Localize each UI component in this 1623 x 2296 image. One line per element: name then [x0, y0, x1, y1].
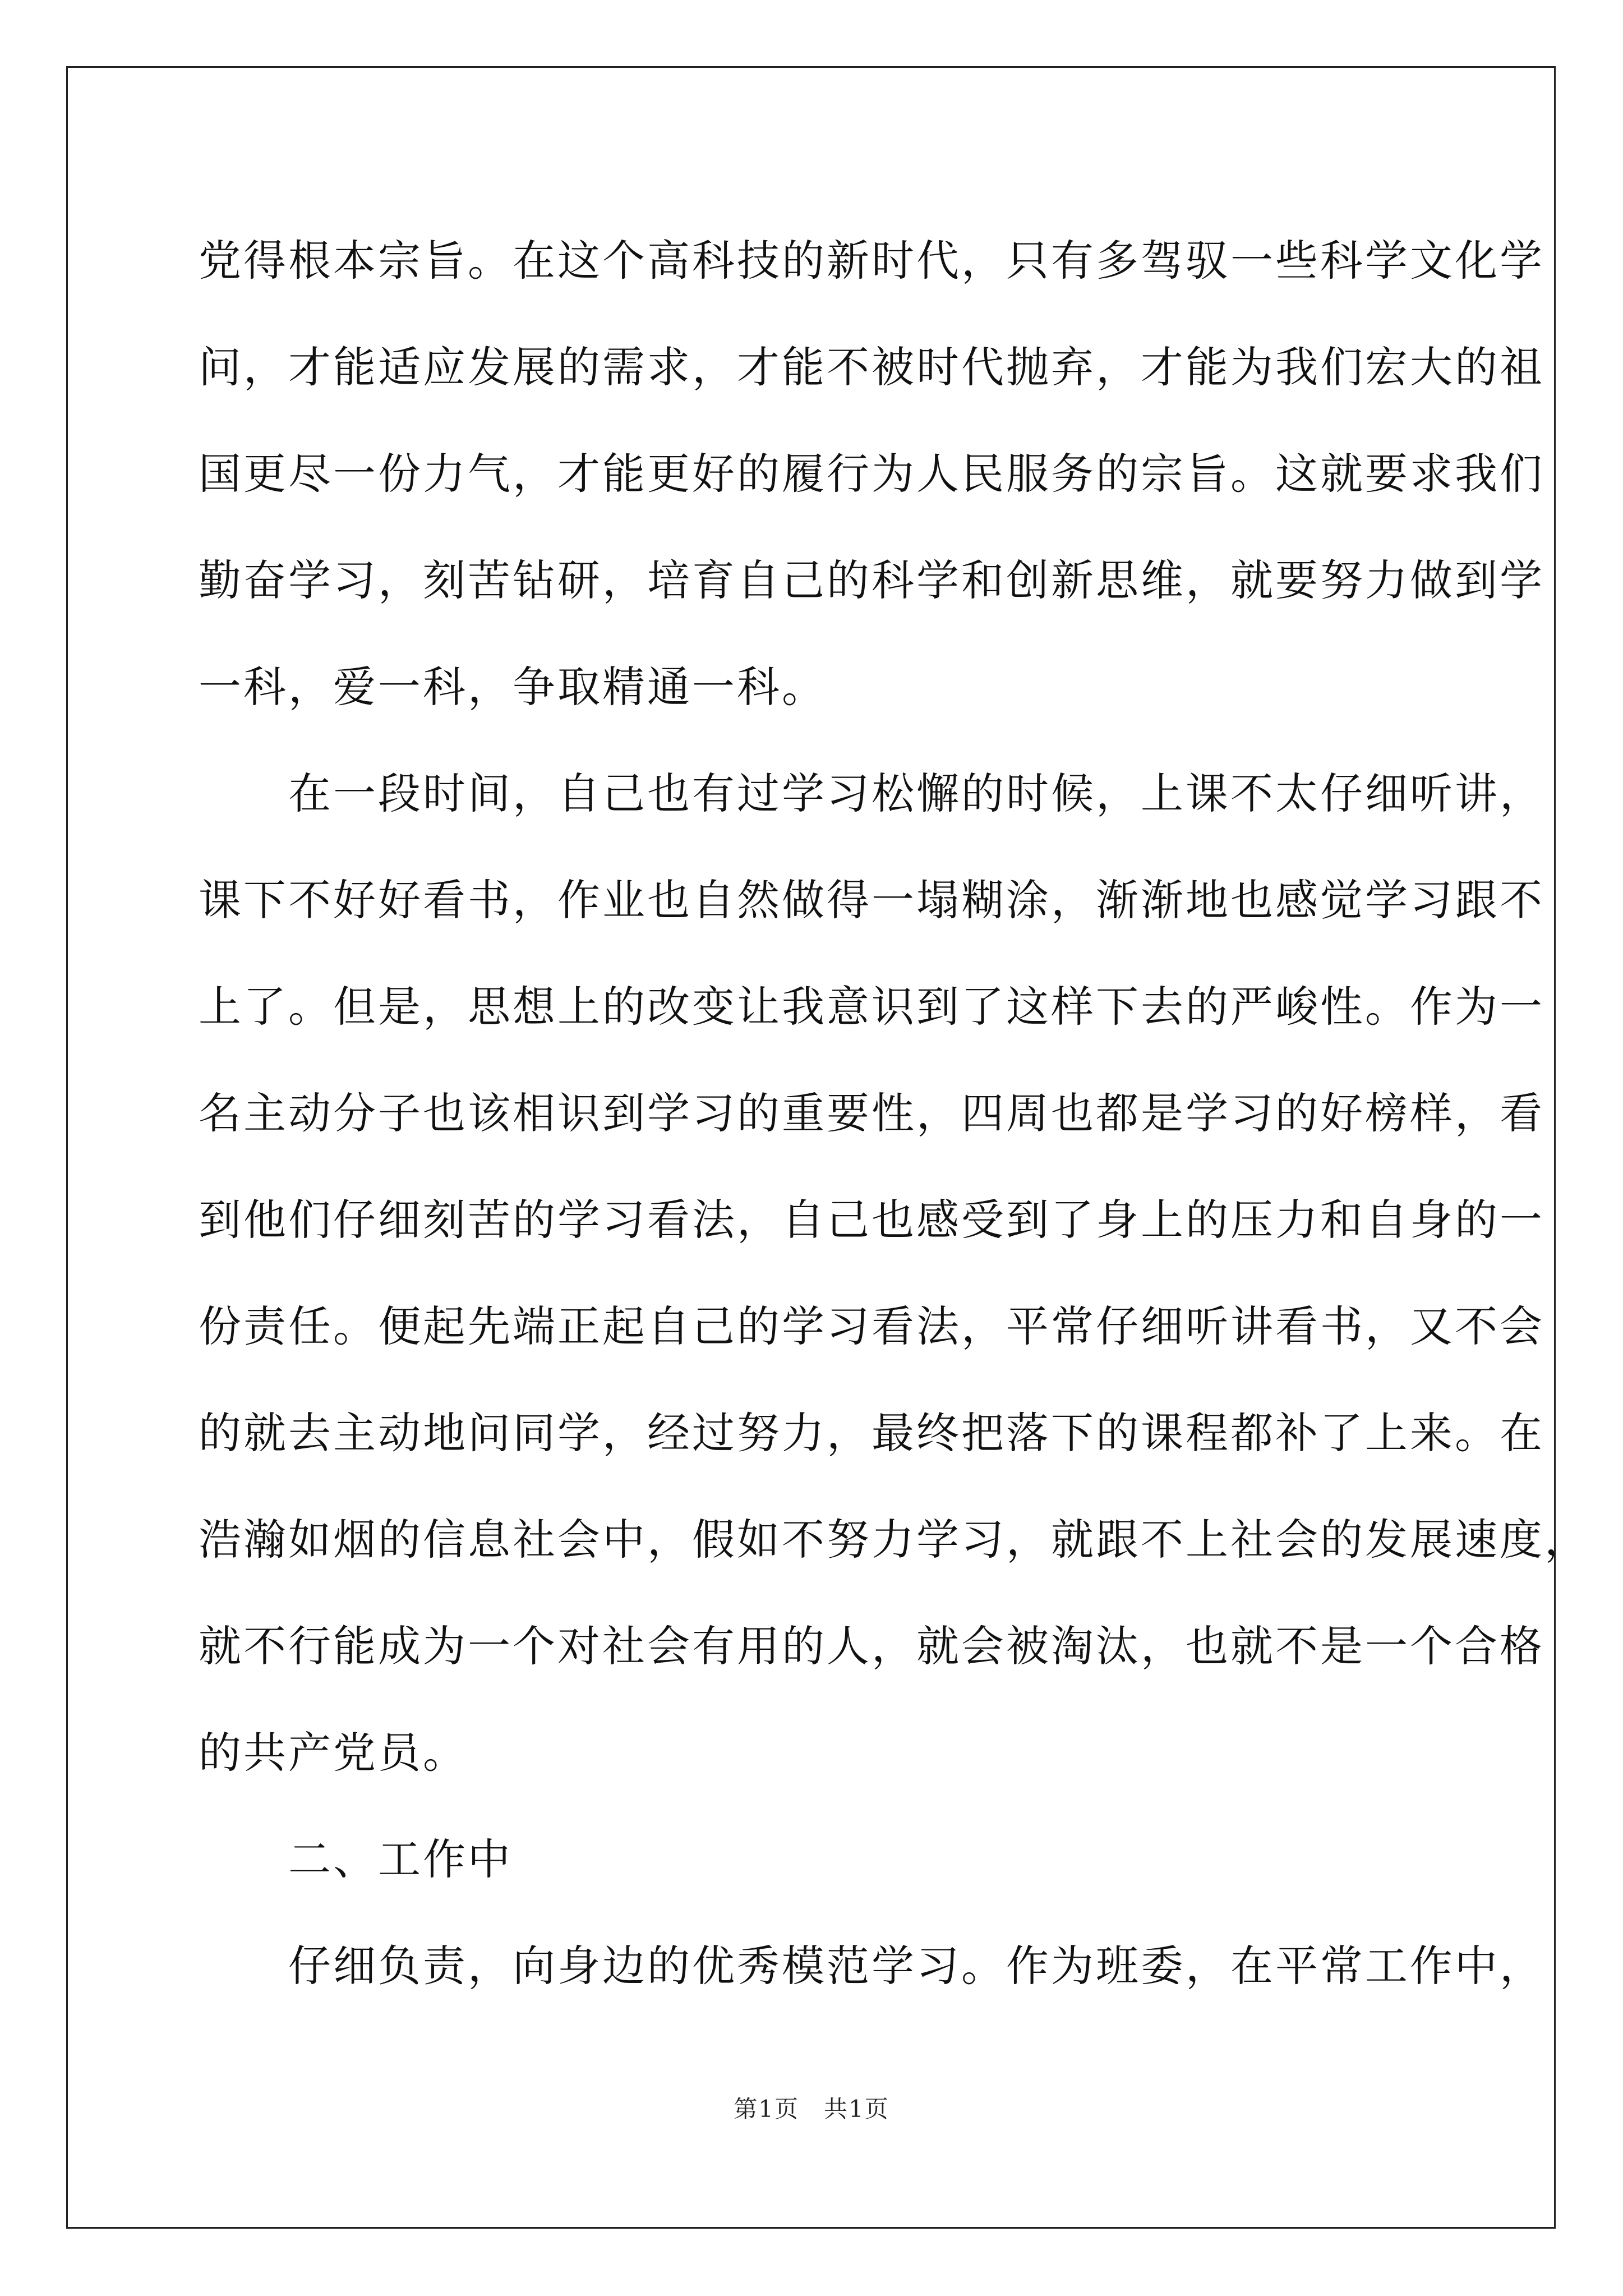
text-line: 就不行能成为一个对社会有用的人，就会被淘汰，也就不是一个合格	[199, 1621, 1544, 1671]
page-footer: 第1页 共1页	[734, 2095, 889, 2123]
text-line: 到他们仔细刻苦的学习看法，自己也感受到了身上的压力和自身的一	[199, 1195, 1544, 1245]
text-line: 上了。但是，思想上的改变让我意识到了这样下去的严峻性。作为一	[199, 982, 1544, 1032]
text-line: 课下不好好看书，作业也自然做得一塌糊涂，渐渐地也感觉学习跟不	[199, 875, 1544, 925]
text-line: 勤奋学习，刻苦钻研，培育自己的科学和创新思维，就要努力做到学	[199, 555, 1544, 605]
text-line: 份责任。便起先端正起自己的学习看法，平常仔细听讲看书，又不会	[199, 1301, 1544, 1351]
section-heading: 二、工作中	[199, 1834, 513, 1884]
text-line: 一科，爱一科，争取精通一科。	[199, 662, 827, 712]
text-line: 在一段时间，自己也有过学习松懈的时候，上课不太仔细听讲，	[199, 769, 1544, 818]
text-line: 党得根本宗旨。在这个高科技的新时代，只有多驾驭一些科学文化学	[199, 236, 1544, 286]
text-line: 名主动分子也该相识到学习的重要性，四周也都是学习的好榜样，看	[199, 1088, 1544, 1138]
text-line: 的共产党员。	[199, 1728, 468, 1778]
text-line: 浩瀚如烟的信息社会中，假如不努力学习，就跟不上社会的发展速度，	[199, 1515, 1589, 1565]
document-body	[199, 216, 1589, 2028]
text-line: 问，才能适应发展的需求，才能不被时代抛弃，才能为我们宏大的祖	[199, 342, 1544, 392]
text-line: 国更尽一份力气，才能更好的履行为人民服务的宗旨。这就要求我们	[199, 449, 1544, 499]
text-line: 仔细负责，向身边的优秀模范学习。作为班委，在平常工作中，	[199, 1941, 1544, 1991]
text-line: 的就去主动地问同学，经过努力，最终把落下的课程都补了上来。在	[199, 1408, 1544, 1458]
